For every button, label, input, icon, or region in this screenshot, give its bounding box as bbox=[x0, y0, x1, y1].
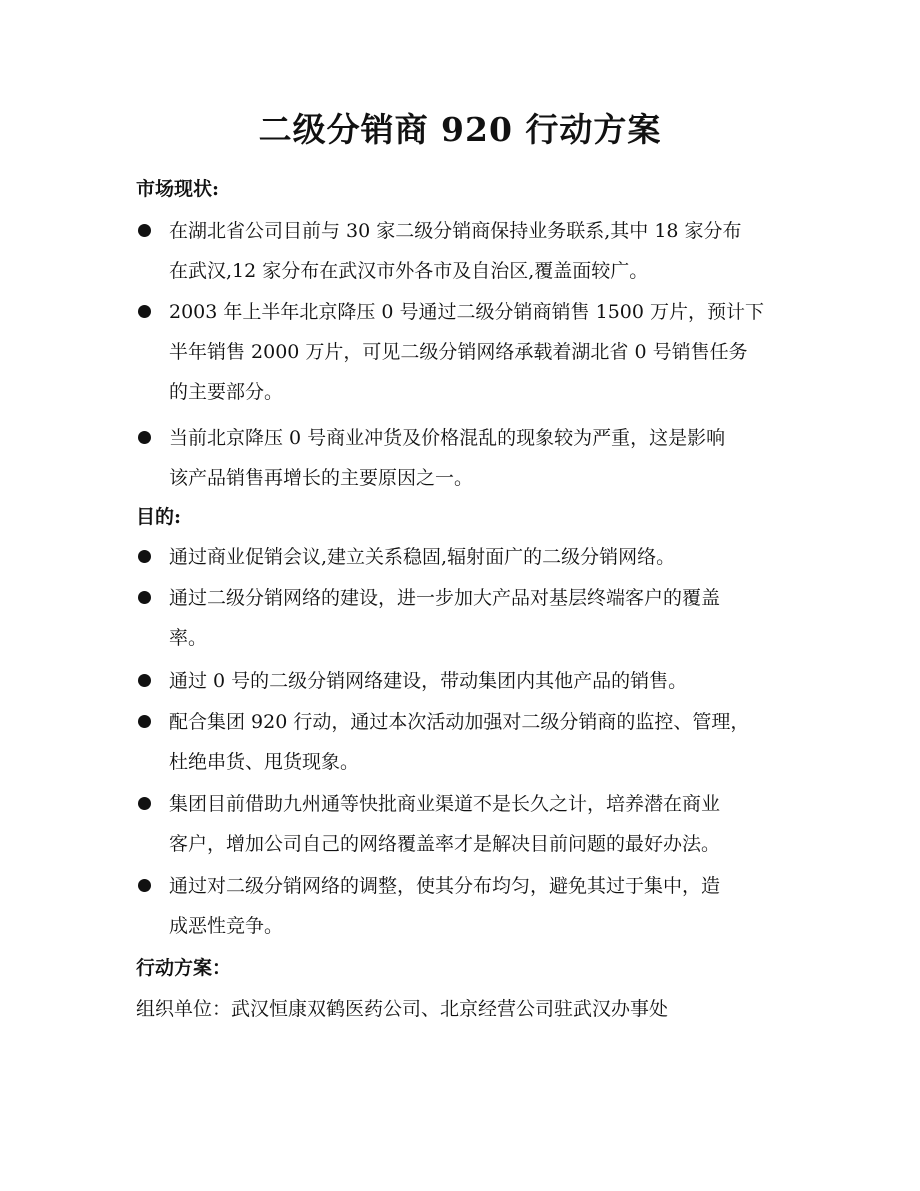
purpose-item-3 bbox=[138, 661, 808, 701]
market-item-2 bbox=[138, 292, 808, 412]
section-heading-plan: 行动方案： bbox=[136, 957, 232, 979]
market-item-text: 2003 年上半年北京降压 0 号通过二级分销商销售 1500 万片，预计下 半年销售 2000 万片，可见二级分销网络承载着湖北省 0 号销售任务 的主要部分。 bbox=[169, 301, 764, 403]
section-heading-market: 市场现状: bbox=[136, 178, 220, 200]
purpose-item-text: 集团目前借助九州通等快批商业渠道不是长久之计，培养潜在商业 客户，增加公司自己的网络覆盖率才是解决目前问题的最好办法。 bbox=[169, 793, 721, 855]
purpose-item-text: 通过对二级分销网络的调整，使其分布均匀，避免其过于集中，造 成恶性竞争。 bbox=[169, 875, 721, 937]
bullet-dot-icon bbox=[138, 674, 151, 687]
purpose-item-text: 通过商业促销会议,建立关系稳固,辐射面广的二级分销网络。 bbox=[169, 546, 676, 568]
bullet-dot-icon bbox=[138, 715, 151, 728]
bullet-dot-icon bbox=[138, 305, 151, 318]
purpose-item-text: 通过 0 号的二级分销网络建设，带动集团内其他产品的销售。 bbox=[169, 670, 688, 692]
document-title: 二级分销商 920 行动方案 bbox=[258, 110, 662, 149]
market-item-text: 在湖北省公司目前与 30 家二级分销商保持业务联系,其中 18 家分布 在武汉,12 家分布在武汉市外各市及自治区,覆盖面较广。 bbox=[169, 220, 742, 282]
purpose-item-text: 配合集团 920 行动，通过本次活动加强对二级分销商的监控、管理， 杜绝串货、甩货现象。 bbox=[169, 711, 750, 773]
market-item-1 bbox=[138, 211, 808, 291]
bullet-dot-icon bbox=[138, 879, 151, 892]
market-item-text: 当前北京降压 0 号商业冲货及价格混乱的现象较为严重，这是影响 该产品销售再增长的主要原因之一。 bbox=[169, 427, 726, 489]
bullet-dot-icon bbox=[138, 797, 151, 810]
purpose-item-2 bbox=[138, 578, 808, 658]
section-heading-purpose: 目的: bbox=[136, 506, 182, 528]
purpose-item-6 bbox=[138, 866, 808, 946]
bullet-dot-icon bbox=[138, 591, 151, 604]
bullet-dot-icon bbox=[138, 224, 151, 237]
bullet-dot-icon bbox=[138, 550, 151, 563]
purpose-item-1 bbox=[138, 537, 808, 577]
bullet-dot-icon bbox=[138, 431, 151, 444]
organizer-line: 组织单位：武汉恒康双鹤医药公司、北京经营公司驻武汉办事处 bbox=[136, 998, 669, 1020]
purpose-item-4 bbox=[138, 702, 808, 782]
purpose-item-text: 通过二级分销网络的建设，进一步加大产品对基层终端客户的覆盖 率。 bbox=[169, 587, 721, 649]
purpose-item-5 bbox=[138, 784, 808, 864]
market-item-3 bbox=[138, 418, 808, 498]
